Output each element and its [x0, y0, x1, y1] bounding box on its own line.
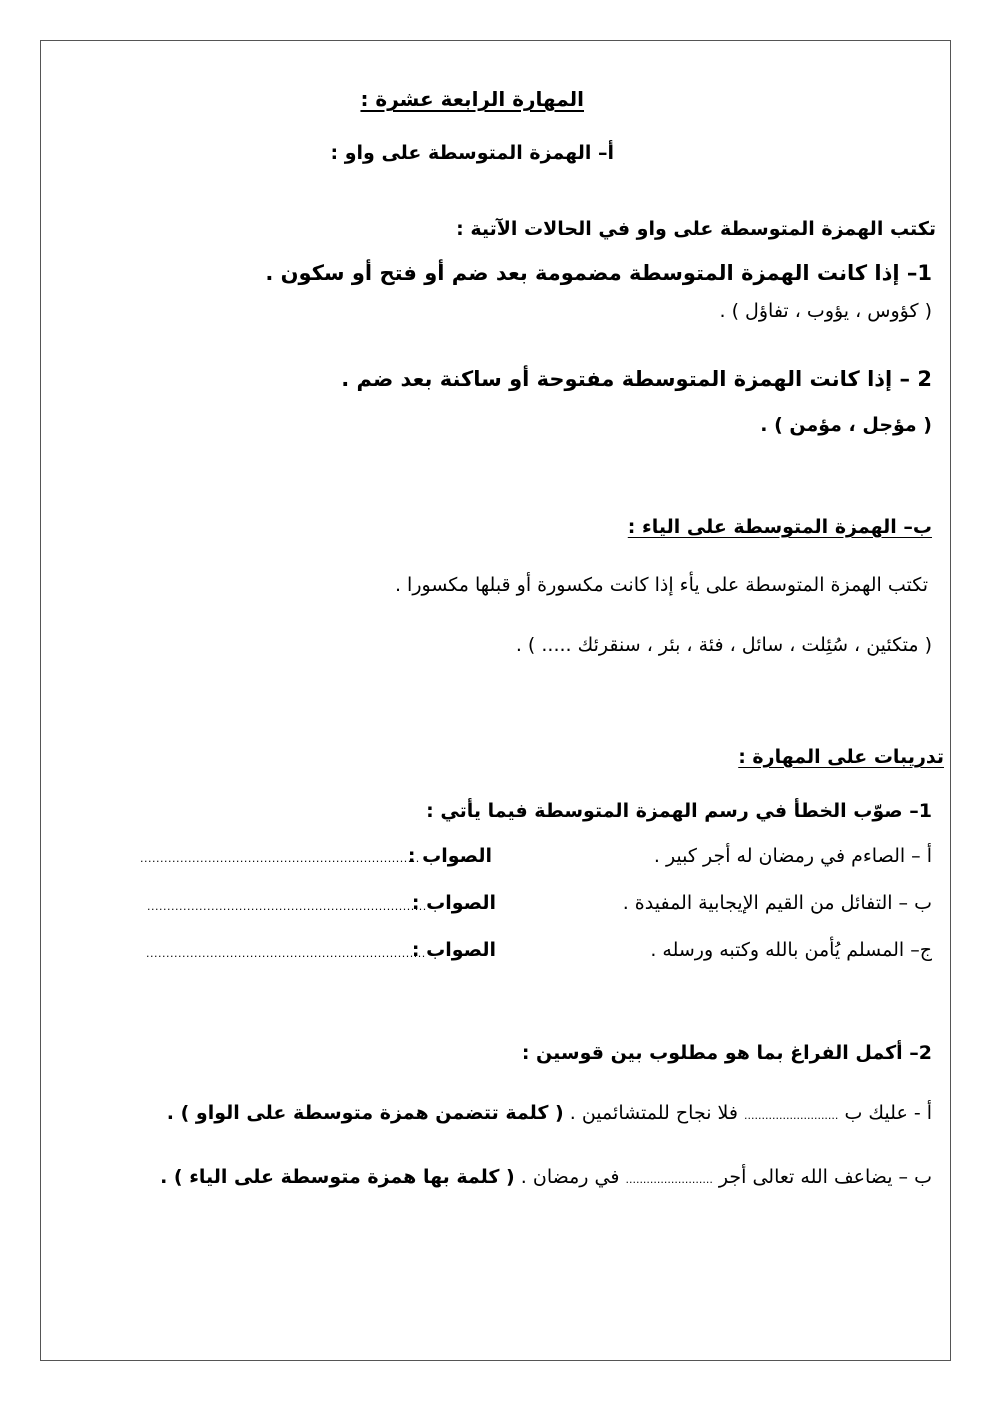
q2-prompt: 2– أكمل الفراغ بما هو مطلوب بين قوسين : [521, 1042, 932, 1064]
q2-item-a-hint: ( كلمة تتضمن همزة متوسطة على الواو ) . [166, 1102, 564, 1124]
q1-answer-blank-c[interactable]: ...................................................................... [146, 947, 426, 960]
q2-item-b-after: في رمضان . [520, 1166, 620, 1188]
section-a-examples-2: ( مؤجل ، مؤمن ) . [760, 414, 932, 436]
q2-item-b-hint: ( كلمة بها همزة متوسطة على الياء ) . [160, 1166, 515, 1188]
section-a-heading: أ– الهمزة المتوسطة على واو : [330, 142, 614, 164]
q1-answer-label-b: الصواب : [411, 892, 496, 914]
q2-item-a-before: أ - عليك ب [844, 1102, 932, 1124]
q2-item-a-after: فلا نجاح للمتشائمين . [569, 1102, 738, 1124]
section-b-rule: تكتب الهمزة المتوسطة على يأء إذا كانت مكسورة أو قبلها مكسورا . [394, 574, 928, 596]
q1-item-b: ب – التفائل من القيم الإيجابية المفيدة . [622, 892, 932, 914]
q1-item-a: أ – الصاءم في رمضان له أجر كبير . [653, 845, 932, 867]
q1-item-c: ج– المسلم يُأمن بالله وكتبه ورسله . [650, 939, 932, 961]
q1-answer-blank-a[interactable]: ...................................................................... [140, 852, 420, 865]
q2-item-a-blank[interactable]: ........................... [744, 1109, 839, 1122]
q1-answer-blank-b[interactable]: ...................................................................... [147, 900, 427, 913]
q1-answer-label-a: الصواب : [407, 845, 492, 867]
page-title: المهارة الرابعة عشرة : [360, 87, 584, 111]
section-a-rule-1: 1– إذا كانت الهمزة المتوسطة مضمومة بعد ضم أو فتح أو سكون . [265, 261, 932, 285]
section-a-rule-2: 2 – إذا كانت الهمزة المتوسطة مفتوحة أو ساكنة بعد ضم . [341, 367, 932, 391]
q2-item-b [160, 1164, 932, 1190]
section-a-examples-1: ( كؤوس ، يؤوب ، تفاؤل ) . [719, 300, 932, 322]
q2-item-a [167, 1100, 932, 1126]
q2-item-b-blank[interactable]: ......................... [625, 1173, 713, 1186]
section-a-intro: تكتب الهمزة المتوسطة على واو في الحالات الآتية : [456, 218, 936, 240]
section-b-examples: ( متكئين ، سُئِلت ، سائل ، فئة ، بئر ، سنقرئك ..... ) . [515, 634, 932, 656]
q1-answer-label-c: الصواب : [411, 939, 496, 961]
exercises-heading: تدريبات على المهارة : [738, 746, 944, 768]
section-b-heading: ب– الهمزة المتوسطة على الياء : [627, 516, 932, 538]
q2-item-b-before: ب – يضاعف الله تعالى أجر [718, 1166, 932, 1188]
q1-prompt: 1– صوّب الخطأ في رسم الهمزة المتوسطة فيما يأتي : [426, 800, 932, 822]
